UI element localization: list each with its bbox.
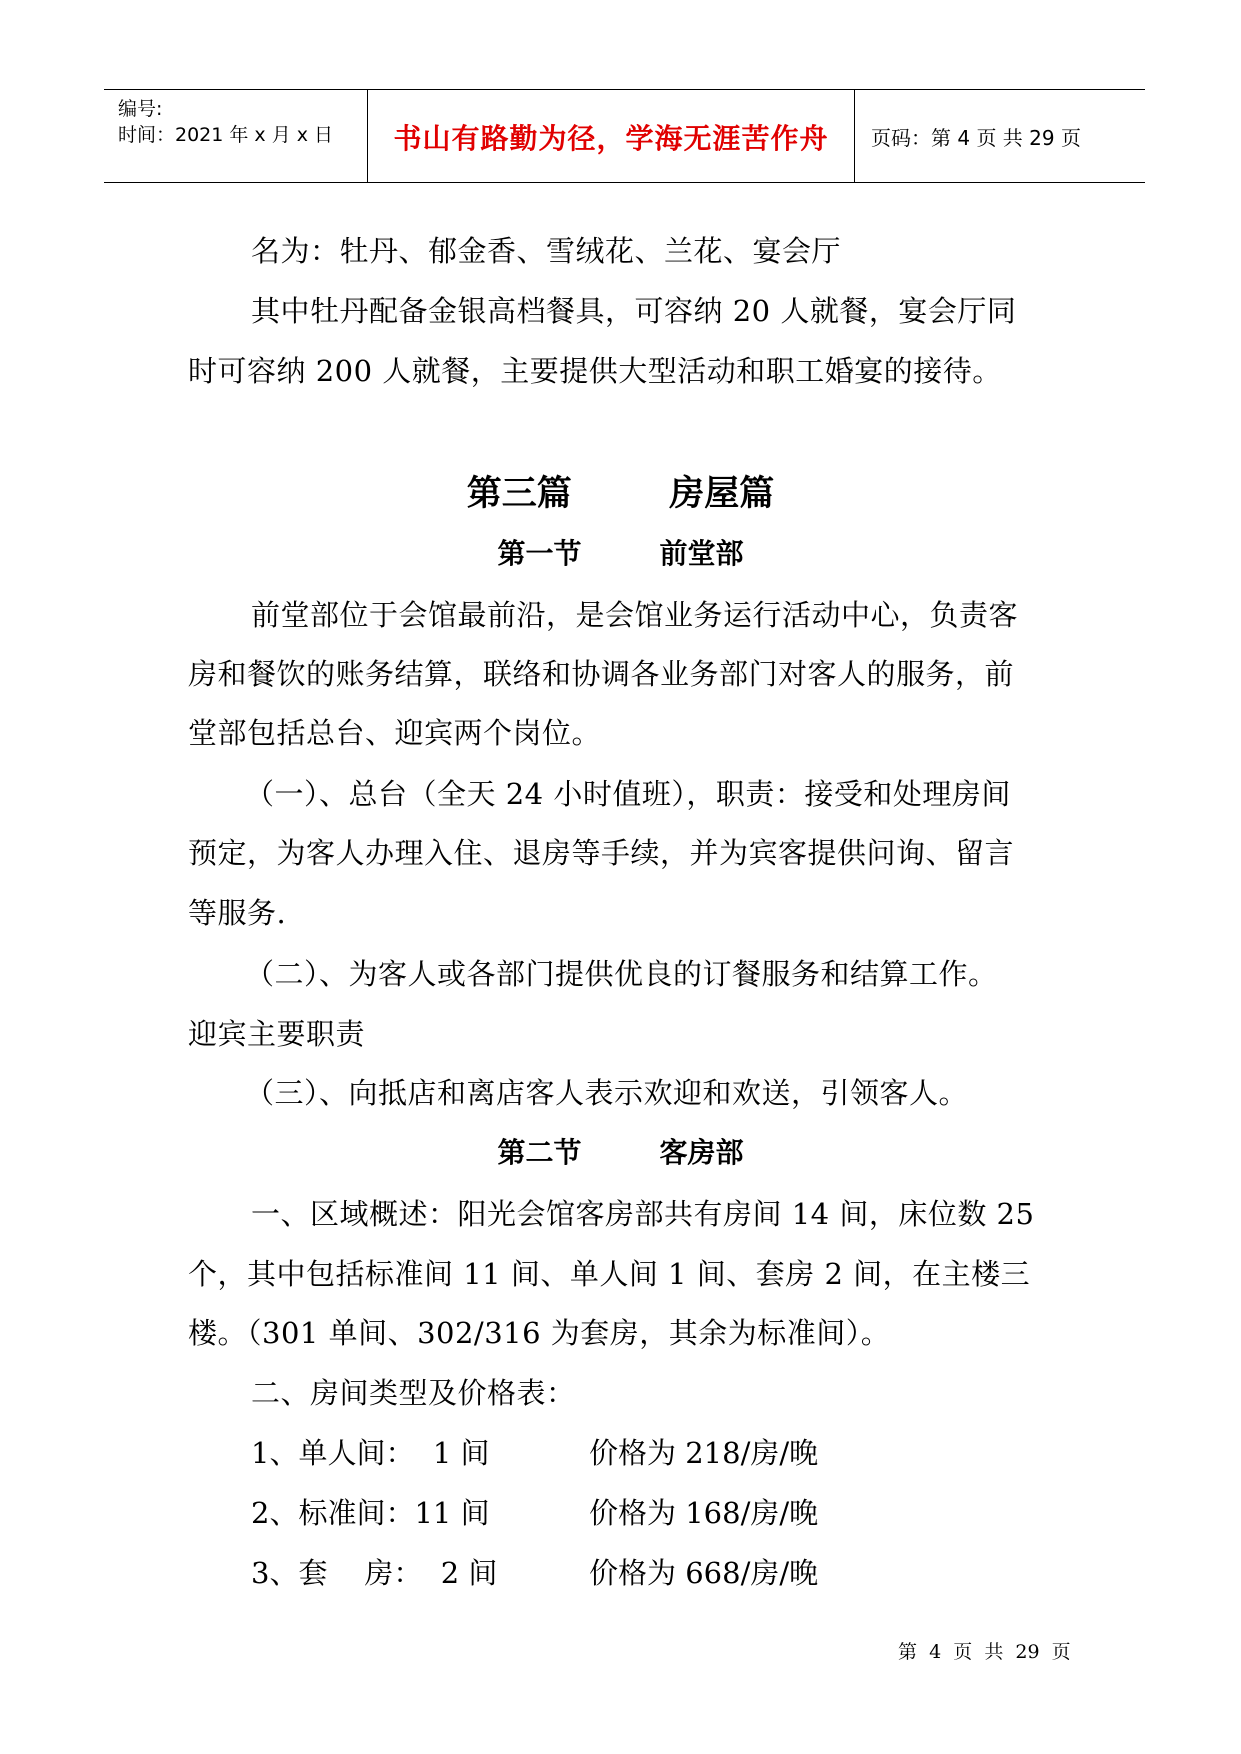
body-paragraph: 等服务. <box>188 896 287 930</box>
body-paragraph: （二）、为客人或各部门提供优良的订餐服务和结算工作。 <box>245 957 998 991</box>
body-paragraph: 时可容纳 200 人就餐，主要提供大型活动和职工婚宴的接待。 <box>188 354 1002 388</box>
room-type: 2、标准间：11 间 <box>251 1496 490 1530</box>
page-label: 页码：第 4 页 共 29 页 <box>871 125 1081 150</box>
room-price: 价格为 668/房/晚 <box>589 1556 819 1590</box>
room-price: 价格为 168/房/晚 <box>589 1496 819 1530</box>
body-paragraph: 预定，为客人办理入住、退房等手续，并为宾客提供问询、留言 <box>188 836 1015 870</box>
header-meta-cell <box>104 90 368 182</box>
page-footer: 第 4 页 共 29 页 <box>898 1641 1071 1663</box>
number-label: 编号: <box>118 98 163 120</box>
body-paragraph: 房和餐饮的账务结算，联络和协调各业务部门对客人的服务，前 <box>188 657 1015 691</box>
body-paragraph: 堂部包括总台、迎宾两个岗位。 <box>188 716 602 750</box>
body-paragraph: 其中牡丹配备金银高档餐具，可容纳 20 人就餐，宴会厅同 <box>251 294 1017 328</box>
room-price: 价格为 218/房/晚 <box>589 1436 819 1470</box>
header-page-cell <box>855 90 1145 182</box>
room-type: 1、单人间： 1 间 <box>251 1436 490 1470</box>
body-paragraph: 个，其中包括标准间 11 间、单人间 1 间、套房 2 间，在主楼三 <box>188 1257 1031 1291</box>
body-paragraph: （一）、总台（全天 24 小时值班），职责：接受和处理房间 <box>245 777 1011 811</box>
body-paragraph: 二、房间类型及价格表： <box>251 1376 576 1410</box>
chapter-title: 第三篇 房屋篇 <box>466 474 775 514</box>
body-paragraph: 名为：牡丹、郁金香、雪绒花、兰花、宴会厅 <box>251 234 842 268</box>
body-paragraph: 一、区域概述：阳光会馆客房部共有房间 14 间，床位数 25 <box>251 1197 1035 1231</box>
body-paragraph: 前堂部位于会馆最前沿，是会馆业务运行活动中心，负责客 <box>251 598 1019 632</box>
header-motto-cell <box>368 90 855 182</box>
time-label: 时间：2021 年 x 月 x 日 <box>118 124 334 146</box>
motto-text: 书山有路勤为径，学海无涯苦作舟 <box>393 122 829 155</box>
section-title: 第一节 前堂部 <box>497 537 744 570</box>
room-type: 3、套 房： 2 间 <box>251 1556 498 1590</box>
page-header <box>104 89 1145 183</box>
section-title: 第二节 客房部 <box>497 1136 744 1169</box>
body-paragraph: 楼。（301 单间、302/316 为套房，其余为标准间）。 <box>188 1316 891 1350</box>
body-paragraph: （三）、向抵店和离店客人表示欢迎和欢送，引领客人。 <box>245 1076 969 1110</box>
body-paragraph: 迎宾主要职责 <box>188 1017 366 1051</box>
